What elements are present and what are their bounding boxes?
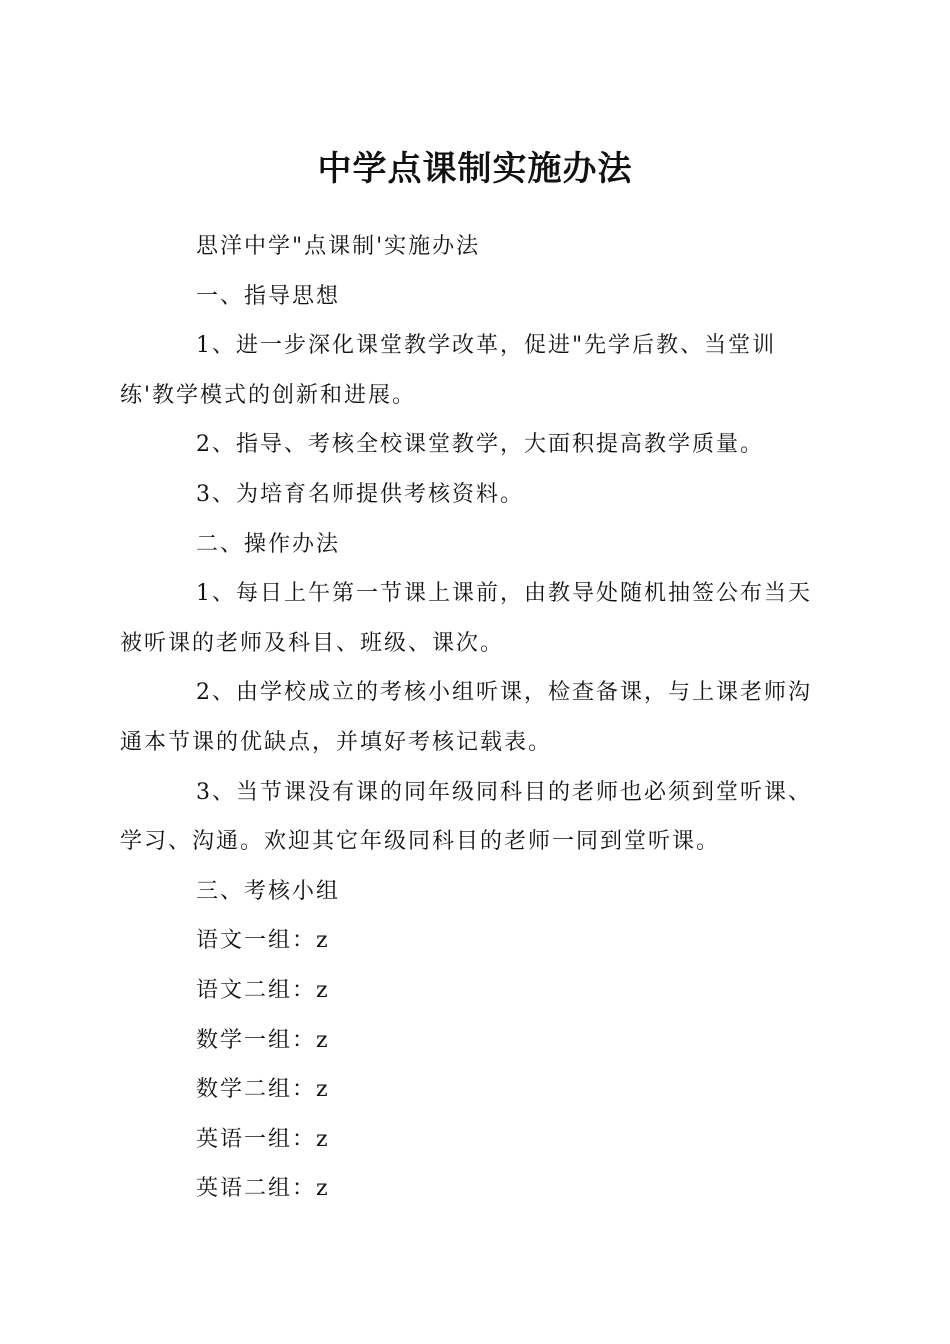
paragraph-subtitle: 思洋中学"点课制'实施办法	[196, 234, 481, 259]
group-item: 语文二组：z	[196, 977, 330, 1003]
section-heading-2: 二、操作办法	[196, 531, 341, 557]
paragraph: 2、指导、考核全校课堂教学，大面积提高教学质量。	[196, 432, 764, 458]
document-title: 中学点课制实施办法	[317, 149, 633, 189]
group-item: 数学一组：z	[196, 1027, 330, 1053]
group-item: 英语一组：z	[196, 1126, 330, 1152]
group-item: 数学二组：z	[196, 1077, 330, 1103]
group-item: 英语二组：z	[196, 1176, 330, 1202]
group-item: 语文一组：z	[196, 928, 330, 954]
paragraph: 2、由学校成立的考核小组听课，检查备课，与上课老师沟通本节课的优缺点，并填好考核记载表。	[120, 680, 812, 755]
section-heading-1: 一、指导思想	[196, 283, 341, 309]
paragraph: 3、当节课没有课的同年级同科目的老师也必须到堂听课、学习、沟通。欢迎其它年级同科目的老师一同到堂听课。	[120, 779, 812, 855]
paragraph: 1、每日上午第一节课上课前，由教导处随机抽签公布当天被听课的老师及科目、班级、课次。	[120, 581, 812, 656]
section-heading-3: 三、考核小组	[196, 878, 341, 904]
paragraph: 1、进一步深化课堂教学改革，促进"先学后教、当堂训练'教学模式的创新和进展。	[120, 333, 777, 408]
paragraph: 3、为培育名师提供考核资料。	[196, 481, 524, 507]
document-body	[120, 222, 820, 1214]
